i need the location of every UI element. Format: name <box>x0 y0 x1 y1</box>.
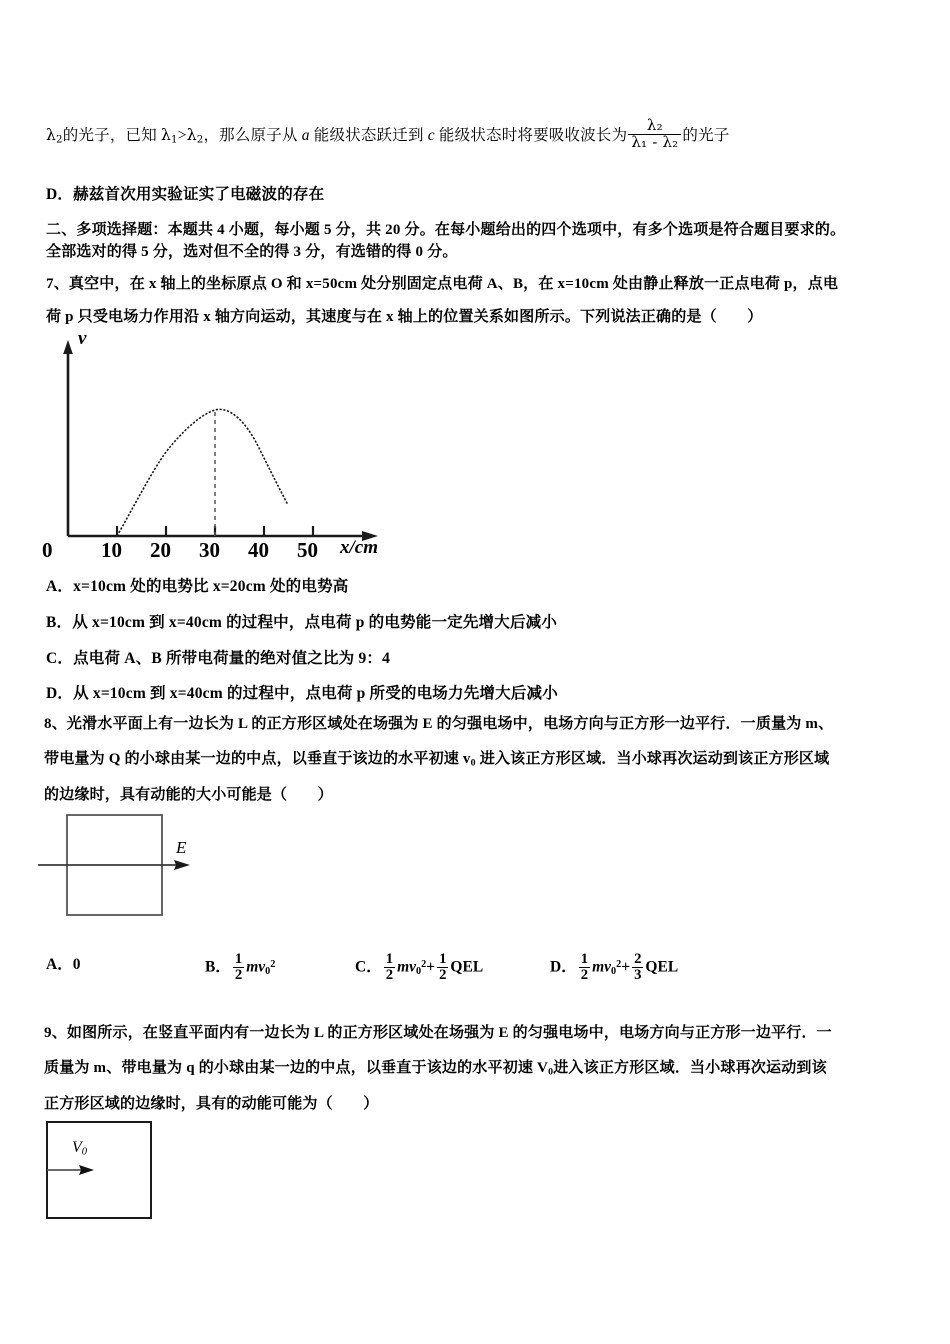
half-fraction-d1 <box>579 952 590 982</box>
q6-gt: > <box>177 127 187 145</box>
lambda2-leading: $\lambda_2$ <box>46 126 63 146</box>
d-sup-1: 2 <box>616 958 622 970</box>
d-numerator-2: 2 <box>634 951 642 967</box>
question8-option-d-label: D． <box>550 958 577 976</box>
half-fraction-b <box>233 952 244 982</box>
q6-text-c: 能级状态跃迁到 <box>309 127 428 145</box>
section2-heading-line2: 全部选对的得 5 分，选对但不全的得 3 分，有选错的得 0 分。 <box>46 244 458 260</box>
question9-line2-post: 进入该正方形区域．当小球再次运动到该 <box>553 1060 827 1076</box>
energy-level-a: a <box>301 127 310 145</box>
x-tick-label-10: 10 <box>101 538 122 562</box>
question8-option-c <box>355 952 483 982</box>
d-denominator-2: 3 <box>634 966 642 983</box>
lambda1-symbol: $\lambda_1$ <box>161 126 178 146</box>
b-numerator: 1 <box>234 951 243 967</box>
question8-figure <box>30 805 290 935</box>
question9-v0-subscript: 0 <box>548 1066 554 1078</box>
q6-option-d: D．赫兹首次用实验证实了电磁波的存在 <box>46 186 325 203</box>
x-tick-label-50: 50 <box>297 538 318 562</box>
x-tick-label-0: 0 <box>42 538 53 562</box>
d-tail-QEL: QEL <box>645 958 679 976</box>
c-plus-sign: + <box>426 958 436 976</box>
b-sup: 2 <box>270 958 276 970</box>
question7-option-d: D．从 x=10cm 到 x=40cm 的过程中，点电荷 p 所受的电场力先增大后减小 <box>46 685 558 702</box>
question7-line1: 7、真空中，在 x 轴上的坐标原点 O 和 x=50cm 处分别固定点电荷 A、B，在 x=10cm 处由静止释放一正点电荷 p，点电 <box>46 276 839 292</box>
c-tail-QEL: QEL <box>450 958 484 976</box>
question7-option-a: A．x=10cm 处的电势比 x=20cm 处的电势高 <box>46 578 349 595</box>
question8-option-b <box>205 952 275 982</box>
question8-line3: 的边缘时，具有动能的大小可能是（ ） <box>44 787 333 803</box>
two-thirds-fraction-d2 <box>632 952 643 982</box>
question8-line2-pre: 带电量为 Q 的小球由某一边的中点，以垂直于该边的水平初速 v <box>44 751 471 767</box>
velocity-arrowhead <box>79 1165 94 1175</box>
question8-figure-svg <box>30 805 290 935</box>
b-sub: 0 <box>265 965 271 977</box>
question8-option-a <box>46 952 80 974</box>
velocity-label-main: V <box>72 1139 82 1156</box>
wavelength-fraction <box>628 118 681 151</box>
energy-level-c: c <box>427 127 435 145</box>
question9-line2 <box>44 1057 827 1080</box>
velocity-curve <box>117 409 288 536</box>
question8-v0-subscript: 0 <box>470 757 476 769</box>
y-axis-label: v <box>78 328 87 349</box>
velocity-position-chart <box>34 330 434 570</box>
d-expression-1: mv <box>592 958 611 976</box>
lambda2-symbol: $\lambda_2$ <box>186 126 204 146</box>
x-tick-label-30: 30 <box>199 538 220 562</box>
c-sup-1: 2 <box>421 958 427 970</box>
q6-tail-line <box>46 118 730 151</box>
question7-line2: 荷 p 只受电场力作用沿 x 轴方向运动，其速度与在 x 轴上的位置关系如图所示。下列说法正确的是（ ） <box>46 309 763 325</box>
c-numerator-2: 1 <box>439 951 447 967</box>
d-plus-sign: + <box>621 958 631 976</box>
question9-figure <box>36 1112 236 1242</box>
question9-line2-pre: 质量为 m、带电量为 q 的小球由某一边的中点，以垂直于该边的水平初速 V <box>44 1060 549 1076</box>
q6-text-d: 能级状态时将要吸收波长为 <box>434 127 628 145</box>
c-numerator-1: 1 <box>385 951 394 967</box>
q6-text-e: 的光子 <box>682 127 730 145</box>
question9-line3: 正方形区域的边缘时，具有的动能可能为（ ） <box>44 1096 379 1112</box>
velocity-label-V0 <box>72 1139 87 1158</box>
question8-option-b-label: B． <box>205 958 231 976</box>
question7-option-b: B．从 x=10cm 到 x=40cm 的过程中，点电荷 p 的电势能一定先增大后减小 <box>46 614 558 631</box>
half-fraction-c1 <box>384 952 395 982</box>
question8-line1: 8、光滑水平面上有一边长为 L 的正方形区域处在场强为 E 的匀强电场中，电场方向与正方形一边平行．一质量为 m、 <box>44 716 834 732</box>
question8-option-c-label: C． <box>355 958 382 976</box>
d-sub-1: 0 <box>611 965 617 977</box>
c-denominator-2: 2 <box>439 966 447 983</box>
d-denominator-1: 2 <box>580 966 589 983</box>
question8-option-a-label: A． <box>46 956 73 973</box>
velocity-label-sub: 0 <box>81 1146 88 1158</box>
x-tick-label-40: 40 <box>248 538 269 562</box>
field-arrowhead <box>174 860 190 870</box>
b-expression: mv <box>246 958 266 976</box>
question9-line1: 9、如图所示，在竖直平面内有一边长为 L 的正方形区域处在场强为 E 的匀强电场中，电场方向与正方形一边平行．一 <box>44 1025 832 1041</box>
fraction-denominator: λ₁ - λ₂ <box>631 132 679 151</box>
fraction-numerator: λ₂ <box>628 118 681 135</box>
x-axis-label: x/cm <box>340 537 378 558</box>
half-fraction-c2 <box>437 952 448 982</box>
question8-line2 <box>44 748 829 771</box>
q6-text-b: ，那么原子从 <box>203 127 302 145</box>
b-denominator: 2 <box>234 966 243 983</box>
q6-text-a: 的光子，已知 <box>62 127 162 145</box>
c-denominator-1: 2 <box>385 966 394 983</box>
field-label-E: E <box>176 838 187 857</box>
question8-line2-post: 进入该正方形区域．当小球再次运动到该正方形区域 <box>475 751 830 767</box>
c-expression-1: mv <box>397 958 416 976</box>
chart-svg <box>34 330 434 570</box>
question8-option-d <box>550 952 678 982</box>
x-tick-label-20: 20 <box>150 538 171 562</box>
section2-heading-line1: 二、多项选择题：本题共 4 小题，每小题 5 分，共 20 分。在每小题给出的四个选项中，有多个选项是符合题目要求的。 <box>46 222 846 238</box>
c-sub-1: 0 <box>416 965 422 977</box>
question7-option-c: C．点电荷 A、B 所带电荷量的绝对值之比为 9：4 <box>46 650 391 667</box>
y-axis-arrowhead <box>63 340 73 354</box>
question8-option-a-value: 0 <box>72 956 81 973</box>
d-numerator-1: 1 <box>580 951 589 967</box>
question9-figure-svg <box>36 1112 236 1242</box>
